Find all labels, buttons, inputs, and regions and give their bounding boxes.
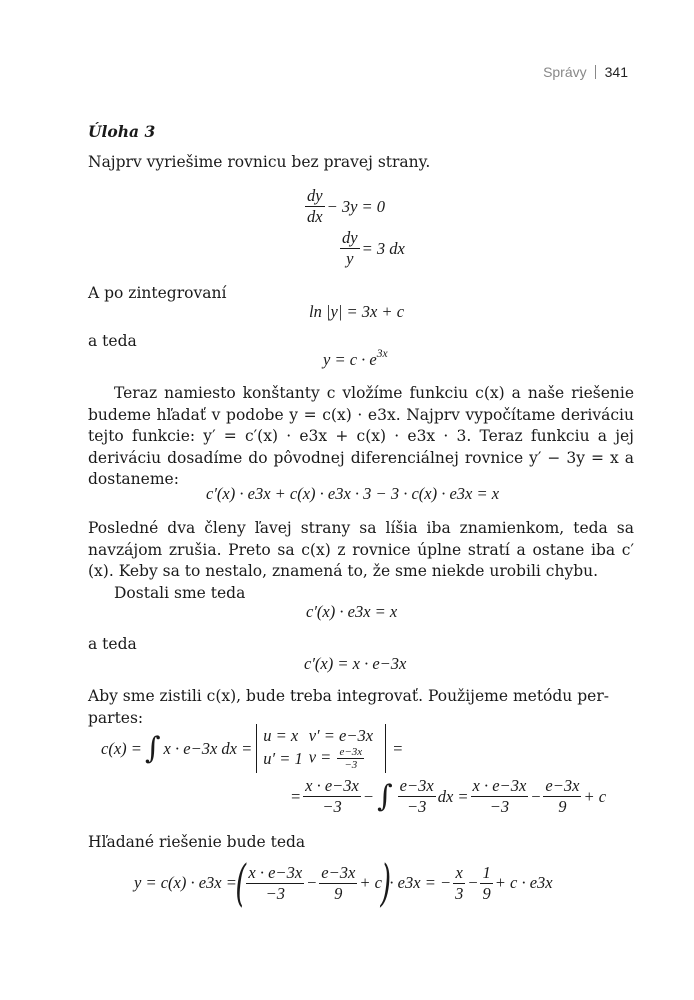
equation-8-line-2: = $\frac{x \cdot e-3x}{-3}$ − ∫ $\frac{e-3x}{-3}$ dx = $\frac{x \cdot e-3x}{-3}$ − $\frac{e-3x}{9}$ + c — [290, 776, 607, 816]
equation-5: c′(x) · e3x + c(x) · e3x · 3 − 3 · c(x) · e3x = x — [206, 484, 500, 503]
integral-sign-2: ∫ — [377, 778, 393, 814]
paragraph-per-partes: Aby sme zistili c(x), bude treba integrovať. Použijeme metódu per-partes: — [88, 687, 609, 727]
equation-8-line-1: c(x) = ∫ x · e−3x dx = u = x v′ = e−3x u′ = 1 v = $\frac{e-3x}{-3}$ = — [101, 726, 404, 771]
page-number: 341 — [604, 64, 628, 80]
equation-6: c′(x) · e3x = x — [306, 602, 398, 621]
equation-7: c′(x) = x · e−3x — [304, 654, 407, 673]
paragraph-a-teda-2: a teda — [88, 635, 137, 653]
paragraph-substitution: Teraz namiesto konštanty c vložíme funkciu c(x) a naše riešenie budeme hľadať v podobe y = c(x) · e3x. Najprv vypočítame deriváciu tejto funkcie: y′ = c′(x) · e3x + c(x) · e3x · 3. Teraz funkciu a jej deriváciu dosadíme do pôvodnej diferenciálnej rovnice y′ − 3y = x a dostaneme: — [88, 384, 634, 488]
equation-3: ln |y| = 3x + c — [309, 302, 405, 321]
equation-9: y = c(x) · e3x = ( $\frac{x \cdot e-3x}{-3}$ − $\frac{e-3x}{9}$ + c ) · e3x = − $\frac{x}{3}$ − $\frac{1}{9}$ + c · e3x — [134, 854, 553, 912]
fraction-dy-y: $\frac{dy}{y}$ — [342, 228, 358, 268]
equation-2: $\frac{dy}{y}$ = 3 dx — [342, 228, 405, 268]
equation-4: $y = c \cdot e^{3x}$ — [323, 347, 388, 369]
section-name: Správy — [543, 64, 587, 80]
task-title: Úloha 3 — [88, 122, 156, 141]
paragraph-solution: Hľadané riešenie bude teda — [88, 833, 306, 851]
right-paren: ) — [380, 854, 392, 912]
paragraph-we-got: Dostali sme teda — [114, 584, 246, 602]
paragraph-integrated: A po zintegrovaní — [88, 284, 227, 302]
paragraph-a-teda-1: a teda — [88, 332, 137, 350]
fraction-dy-dx: $\frac{dy}{dx}$ — [307, 186, 323, 226]
equation-1: $\frac{dy}{dx}$ − 3y = 0 — [307, 186, 386, 226]
paragraph-explanation: Posledné dva členy ľavej strany sa líšia iba znamienkom, teda sa navzájom zrušia. Preto sa c(x) z rovnice úplne stratí a ostane iba c′(x). Keby sa to nestalo, znamená to, že sme niekde urobili chybu. — [88, 519, 634, 580]
per-partes-table: u = x v′ = e−3x u′ = 1 v = $\frac{e-3x}{-3}$ — [256, 724, 386, 773]
header-divider — [595, 65, 596, 79]
integral-sign: ∫ — [144, 730, 161, 766]
running-header — [543, 64, 628, 80]
left-paren: ( — [235, 854, 247, 912]
fraction-v: $\frac{e-3x}{-3}$ — [339, 746, 363, 771]
paragraph-intro: Najprv vyriešime rovnicu bez pravej strany. — [88, 153, 431, 171]
